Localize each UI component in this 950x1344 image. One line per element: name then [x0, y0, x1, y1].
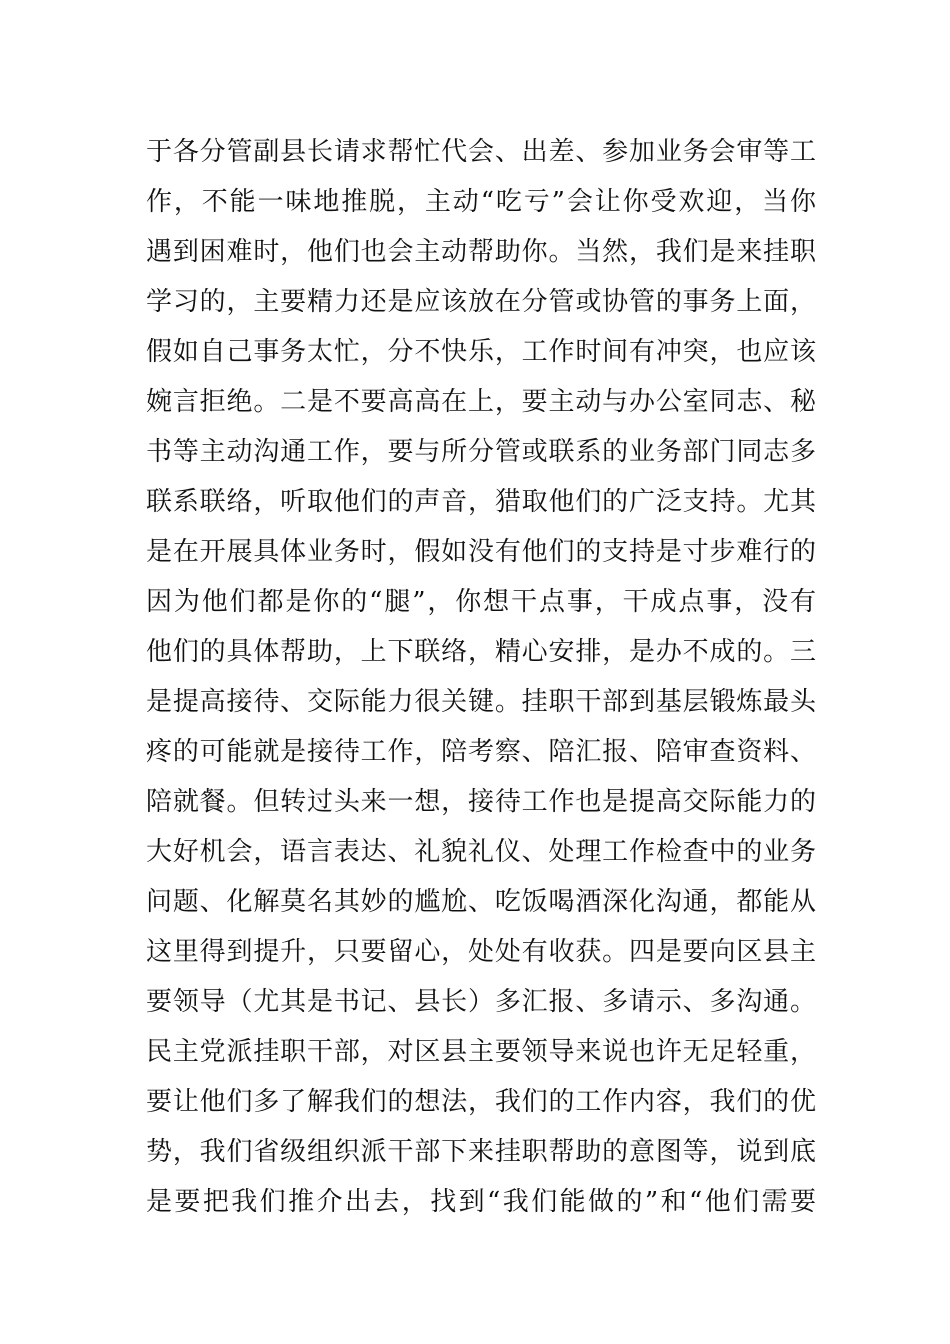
text-line: 是提高接待、交际能力很关键。挂职干部到基层锻炼最头 — [146, 687, 816, 717]
text-line: 势，我们省级组织派干部下来挂职帮助的意图等，说到底 — [146, 1137, 816, 1167]
text-line: 问题、化解莫名其妙的尴尬、吃饭喝酒深化沟通，都能从 — [146, 887, 816, 917]
text-line: 婉言拒绝。二是不要高高在上，要主动与办公室同志、秘 — [146, 387, 816, 417]
text-line: 是要把我们推介出去，找到“我们能做的”和“他们需要 — [146, 1187, 816, 1217]
text-line: 他们的具体帮助，上下联络，精心安排，是办不成的。三 — [146, 637, 816, 667]
text-line: 作，不能一味地推脱，主动“吃亏”会让你受欢迎，当你 — [146, 187, 816, 217]
text-line: 民主党派挂职干部，对区县主要领导来说也许无足轻重， — [146, 1037, 816, 1067]
text-line: 遇到困难时，他们也会主动帮助你。当然，我们是来挂职 — [146, 237, 816, 267]
text-line: 这里得到提升，只要留心，处处有收获。四是要向区县主 — [146, 937, 816, 967]
text-line: 大好机会，语言表达、礼貌礼仪、处理工作检查中的业务 — [146, 837, 816, 867]
text-line: 是在开展具体业务时，假如没有他们的支持是寸步难行的 — [146, 537, 816, 567]
text-line: 要让他们多了解我们的想法，我们的工作内容，我们的优 — [146, 1087, 816, 1117]
text-line: 假如自己事务太忙，分不快乐，工作时间有冲突，也应该 — [146, 337, 816, 367]
text-line: 陪就餐。但转过头来一想，接待工作也是提高交际能力的 — [146, 787, 816, 817]
text-line: 因为他们都是你的“腿”，你想干点事，干成点事，没有 — [146, 587, 816, 617]
text-line: 于各分管副县长请求帮忙代会、出差、参加业务会审等工 — [146, 137, 816, 167]
text-line: 要领导（尤其是书记、县长）多汇报、多请示、多沟通。 — [146, 987, 816, 1017]
text-line: 疼的可能就是接待工作，陪考察、陪汇报、陪审查资料、 — [146, 737, 816, 767]
text-line: 学习的，主要精力还是应该放在分管或协管的事务上面， — [146, 287, 816, 317]
text-line: 联系联络，听取他们的声音，猎取他们的广泛支持。尤其 — [146, 487, 816, 517]
text-line: 书等主动沟通工作，要与所分管或联系的业务部门同志多 — [146, 437, 816, 467]
body-text — [146, 127, 816, 1227]
